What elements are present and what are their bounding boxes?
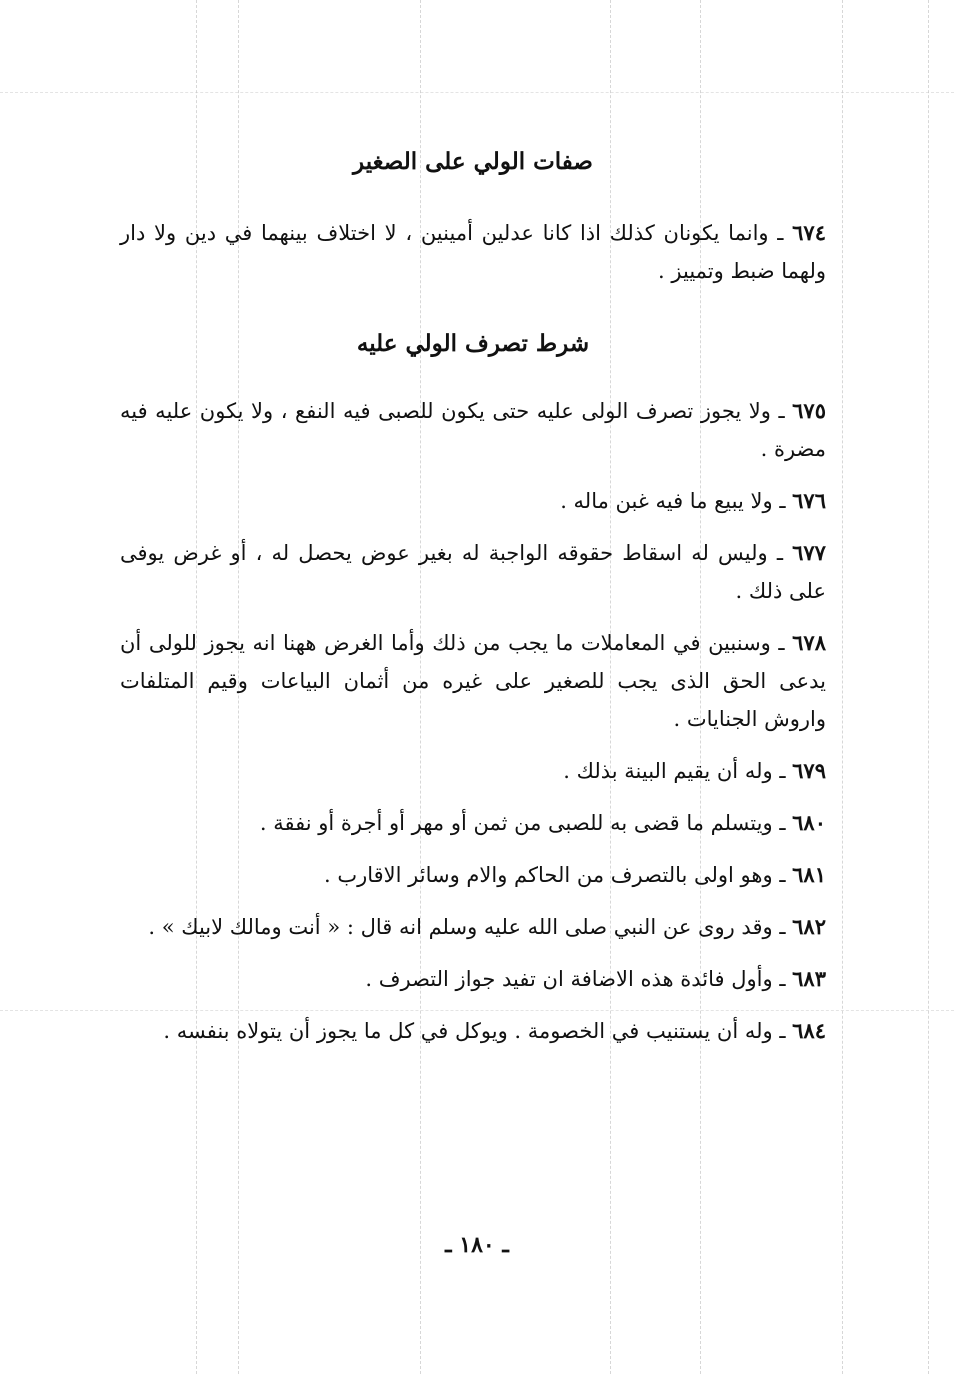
section-heading: صفات الولي على الصغير (353, 148, 593, 175)
separator-dash: ـ (779, 759, 786, 783)
separator-dash: ـ (778, 399, 785, 423)
paragraph-number: ٦٧٩ (792, 758, 826, 783)
separator-dash: ـ (779, 863, 786, 887)
paragraph-number: ٦٧٧ (792, 540, 826, 565)
paragraph-text: وأول فائدة هذه الاضافة ان تفيد جواز التصرف . (365, 967, 773, 991)
paragraph-680 (120, 804, 826, 842)
separator-dash: ـ (779, 967, 786, 991)
paragraph-number: ٦٧٦ (792, 488, 826, 513)
paragraph-677 (120, 534, 826, 610)
paragraph-text: ولا يبيع ما فيه غبن ماله . (560, 489, 773, 513)
scan-guide-line (928, 0, 929, 1374)
paragraph-679 (120, 752, 826, 790)
paragraph-682 (120, 908, 826, 946)
separator-dash: ـ (777, 221, 784, 245)
paragraph-number: ٦٧٥ (792, 398, 826, 423)
separator-dash: ـ (779, 811, 786, 835)
paragraph-text: ويتسلم ما قضى به للصبى من ثمن أو مهر أو أجرة أو نفقة . (259, 811, 773, 835)
separator-dash: ـ (778, 631, 785, 655)
paragraph-676 (120, 482, 826, 520)
paragraph-text: وهو اولى بالتصرف من الحاكم والام وسائر الاقارب . (323, 863, 773, 887)
section-heading: شرط تصرف الولي عليه (356, 330, 590, 357)
paragraph-678 (120, 624, 826, 738)
paragraph-681 (120, 856, 826, 894)
document-page (120, 140, 826, 1050)
paragraph-text: ولا يجوز تصرف الولى عليه حتى يكون للصبى فيه النفع ، ولا يكون عليه فيه مضرة . (120, 399, 826, 461)
paragraph-number: ٦٧٤ (792, 220, 826, 245)
paragraph-683 (120, 960, 826, 998)
page-number: ـ ١٨٠ ـ (445, 1232, 509, 1258)
paragraph-number: ٦٨٣ (792, 966, 826, 991)
paragraph-675 (120, 392, 826, 468)
paragraph-number: ٦٨٠ (792, 810, 826, 835)
separator-dash: ـ (779, 915, 786, 939)
scan-guide-line (0, 92, 954, 93)
paragraph-number: ٦٧٨ (792, 630, 826, 655)
paragraph-text: وسنبين في المعاملات ما يجب من ذلك وأما الغرض ههنا انه يجوز للولى أن يدعى الحق الذى يجب للصغير على غيره من أثمان البياعات وقيم المتلفات واروش الجنايات . (120, 631, 826, 731)
paragraph-text: وليس له اسقاط حقوقه الواجبة له بغير عوض يحصل له ، أو غرض يوفى على ذلك . (120, 541, 826, 603)
scan-guide-line (842, 0, 843, 1374)
separator-dash: ـ (779, 1019, 786, 1043)
paragraph-text: وقد روى عن النبي صلى الله عليه وسلم انه قال : « أنت ومالك لابيك » . (148, 915, 773, 939)
separator-dash: ـ (779, 489, 786, 513)
paragraph-number: ٦٨٢ (792, 914, 826, 939)
paragraph-text: وله أن يقيم البينة بذلك . (563, 759, 773, 783)
paragraph-text: وله أن يستنيب في الخصومة . ويوكل في كل ما يجوز أن يتولاه بنفسه . (163, 1019, 773, 1043)
paragraph-number: ٦٨١ (792, 862, 826, 887)
separator-dash: ـ (776, 541, 783, 565)
paragraph-number: ٦٨٤ (792, 1018, 826, 1043)
paragraph-674 (120, 214, 826, 290)
paragraph-text: وانما يكونان كذلك اذا كانا عدلين أمينين ، لا اختلاف بينهما في دين ولا دار ولهما ضبط وتمييز . (120, 221, 826, 283)
paragraph-684 (120, 1012, 826, 1050)
